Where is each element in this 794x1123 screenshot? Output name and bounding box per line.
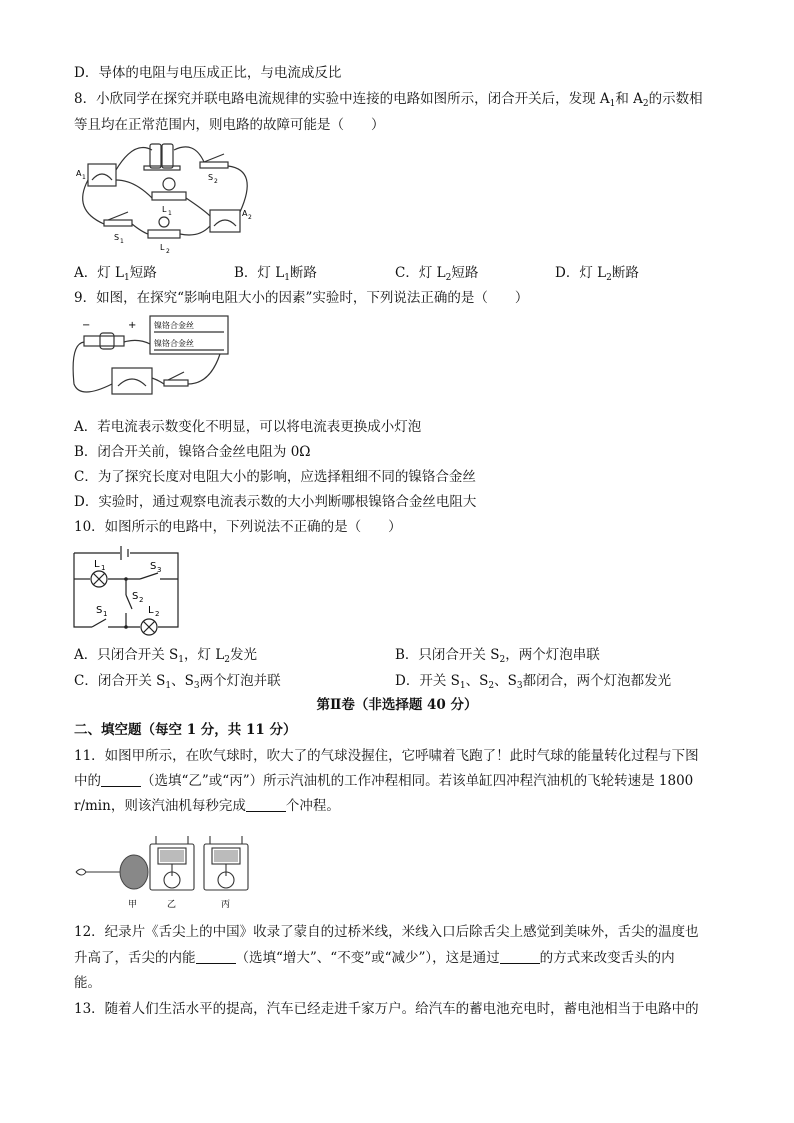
q10-option-b: B．只闭合开关 $S_2$，两个灯泡串联 [395,647,600,665]
q12-line2: 升高了，舌尖的内能 （选填“增大”、“不变”或“减少”），这是通过 的方式来改变舌头的内 [74,950,675,966]
q9-resistance-experiment-figure [70,314,230,402]
svg-text:2: 2 [248,214,252,221]
q10-label-s2: S [132,591,139,602]
svg-text:2: 2 [214,178,218,185]
q11-line1: 11．如图甲所示，在吹气球时，吹大了的气球没握住，它呼啸着飞跑了！此时气球的能量转化过程与下图 [74,748,699,764]
q9-option-a: A．若电流表示数变化不明显，可以将电流表更换成小灯泡 [74,419,422,435]
q12-blank-1[interactable] [196,949,236,964]
q12-line1: 12．纪录片《舌尖上的中国》收录了蒙自的过桥米线，米线入口后除舌尖上感觉到美味外，舌尖的温度也 [74,924,699,940]
svg-text:2: 2 [155,610,160,618]
q8-option-d: D．灯 $L_2$断路 [555,265,639,283]
q8-label-a1: A [76,169,82,178]
svg-text:1: 1 [168,210,172,217]
q10-label-s1: S [96,605,103,616]
svg-text:1: 1 [82,174,86,181]
q9-option-c: C．为了探究长度对电阻大小的影响，应选择粗细不同的镍铬合金丝 [74,469,476,485]
part2-title: 第Ⅱ卷（非选择题 40 分） [316,697,478,713]
q7-option-d: D．导体的电阻与电压成正比，与电流成反比 [74,65,342,81]
q8-label-l2: L [160,243,165,252]
q10-stem: 10．如图所示的电路中，下列说法不正确的是（ ） [74,519,402,535]
q10-option-a: A．只闭合开关 $S_1$，灯 $L_2$发光 [74,647,258,665]
q10-label-s3: S [150,561,157,572]
q10-label-l1: L [94,559,100,570]
q8-option-a: A．灯 $L_1$短路 [74,265,157,283]
q8-option-b: B．灯 $L_1$断路 [234,265,317,283]
q9-wire1-label: 镍铬合金丝 [154,321,194,330]
svg-text:2: 2 [139,596,144,604]
q9-positive-sign: + [128,320,137,331]
q11-line3: r/min，则该汽油机每秒完成 个冲程。 [74,798,340,814]
q11-line2: 中的 （选填“乙”或“丙”）所示汽油机的工作冲程相同。若该单缸四冲程汽油机的飞轮转速是 1800 [74,773,694,789]
q10-option-c: C．闭合开关 $S_1$、$S_3$两个灯泡并联 [74,673,281,691]
q11-label-bing: 丙 [221,900,231,910]
svg-text:3: 3 [157,566,162,574]
q11-blank-2[interactable] [246,797,286,812]
q9-negative-sign: − [82,320,91,331]
svg-text:1: 1 [101,564,106,572]
q8-stem-line1: 8．小欣同学在探究并联电路电流规律的实验中连接的电路如图所示，闭合开关后，发现 $A_1$和 $A_2$的示数相 [74,91,703,109]
q11-blank-1[interactable] [101,772,141,787]
q11-label-jia: 甲 [128,900,138,910]
q8-option-c: C．灯 $L_2$短路 [395,265,479,283]
q9-wire2-label: 镍铬合金丝 [154,339,194,348]
svg-text:2: 2 [166,248,170,255]
q11-balloon-engine-figure [72,832,258,910]
q9-stem: 9．如图，在探究“影响电阻大小的因素”实验时，下列说法正确的是（ ） [74,290,529,306]
q8-label-s2: S [208,173,214,182]
q8-stem-line2: 等且均在正常范围内，则电路的故障可能是（ ） [74,117,385,133]
q12-line3: 能。 [74,975,101,991]
q8-label-s1: S [114,233,120,242]
q10-circuit-diagram [68,543,192,639]
q11-label-yi: 乙 [167,900,177,910]
q9-option-d: D．实验时，通过观察电流表示数的大小判断哪根镍铬合金丝电阻大 [74,494,477,510]
q8-parallel-circuit-figure [74,140,264,255]
q10-label-l2: L [148,605,154,616]
q8-label-l1: L [162,205,167,214]
q8-stem-text: 8．小欣同学在探究并联电路电流规律的实验中连接的电路如图所示，闭合开关后，发现 A [74,91,610,107]
q12-blank-2[interactable] [500,949,540,964]
q13-line1: 13．随着人们生活水平的提高，汽车已经走进千家万户。给汽车的蓄电池充电时，蓄电池相当于电路中的 [74,1001,699,1017]
q10-option-d: D．开关 $S_1$、$S_2$、$S_3$都闭合，两个灯泡都发光 [395,673,672,691]
svg-text:1: 1 [120,238,124,245]
section2-title: 二、填空题（每空 1 分，共 11 分） [74,722,297,738]
svg-text:1: 1 [103,610,108,618]
q9-option-b: B．闭合开关前，镍铬合金丝电阻为 0Ω [74,444,311,460]
q8-label-a2: A [242,209,248,218]
